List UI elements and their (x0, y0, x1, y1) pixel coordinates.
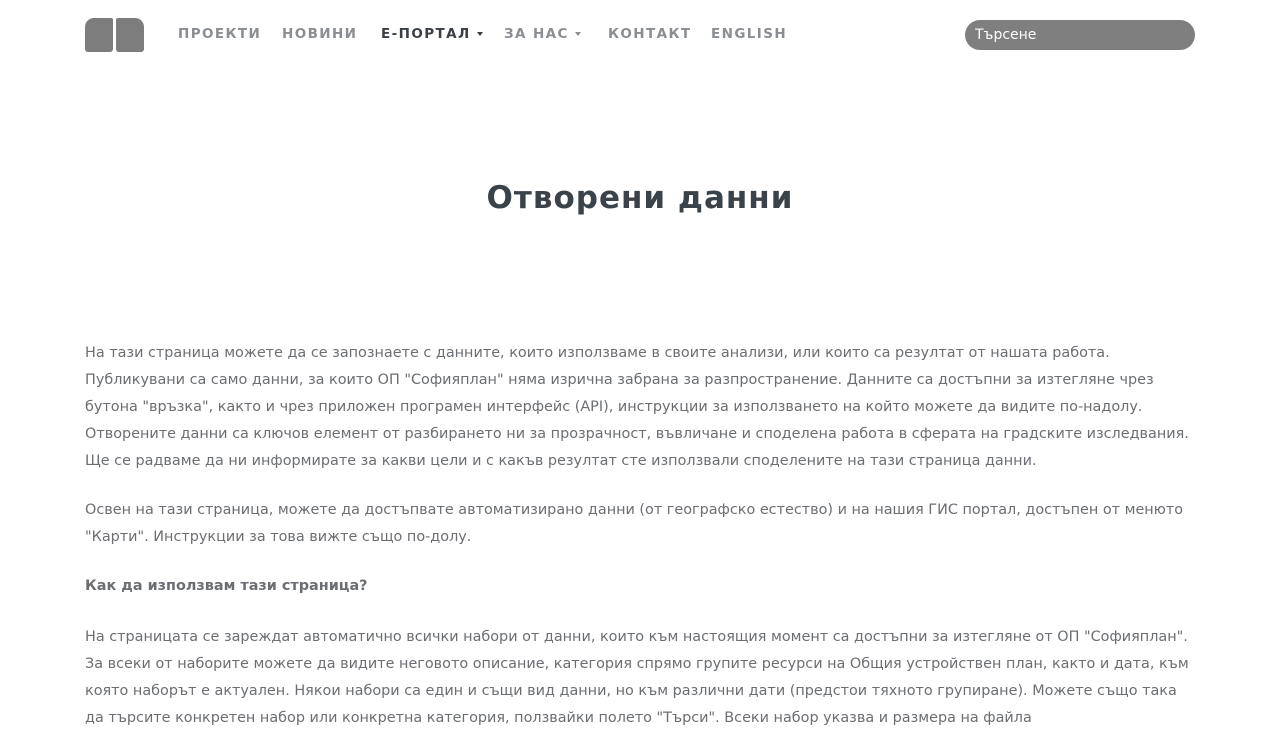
nav-item-label: КОНТАКТ (608, 26, 692, 42)
page-title: Отворени данни (486, 180, 794, 216)
nav-item-projects[interactable] (178, 26, 261, 42)
nav-item-label: ПРОЕКТИ (178, 26, 262, 42)
nav-item-label: НОВИНИ (282, 26, 358, 42)
nav-item-about[interactable] (504, 26, 581, 42)
nav-item-label: ENGLISH (711, 26, 788, 42)
nav-item-news[interactable] (282, 26, 357, 42)
caret-down-icon (575, 32, 581, 36)
caret-down-icon (477, 32, 483, 36)
nav-item-contact[interactable] (608, 26, 692, 42)
intro-paragraph: На тази страница можете да се запознаете с данните, които използваме в своите анализи, или които са резултат от нашата работа. Публикувани са само данни, за които ОП "Софияплан" няма изрична забрана за разпространение. Данните са достъпни за изтегляне чрез бутона "връзка", както и чрез приложен програмен интерфейс (API), инструкции за използването на който можете да видите по-надолу. Отворените данни са ключов елемент от разбирането ни за прозрачност, въвличане и споделена работа в сферата на градските изследвания. Ще се радваме да ни информирате за какви цели и с какъв резултат сте използвали споделените на тази страница данни. (85, 345, 1189, 469)
how-to-use-heading: Как да използвам тази страница? (85, 578, 368, 594)
nav-item-e-portal[interactable] (381, 26, 483, 42)
logo-left-block (85, 18, 113, 52)
sofiaplan-logo[interactable] (85, 18, 144, 52)
navbar (0, 0, 1280, 70)
nav-item-label: ЗА НАС (504, 26, 569, 42)
search-input[interactable] (965, 20, 1195, 50)
main-content (85, 340, 1190, 754)
logo-right-block (116, 18, 144, 52)
nav-item-label: Е-ПОРТАЛ (381, 26, 471, 42)
gis-portal-paragraph: Освен на тази страница, можете да достъпвате автоматизирано данни (от географско естество) и на нашия ГИС портал, достъпен от менюто "Карти". Инструкции за това вижте също по-долу. (85, 502, 1184, 545)
how-to-use-paragraph: На страницата се зареждат автоматично всички набори от данни, които към настоящия момент са достъпни за изтегляне от ОП "Софияплан". За всеки от наборите можете да видите неговото описание, категория спрямо групите ресурси на Общия устройствен план, както и дата, към която наборът е актуален. Някои набори са един и същи вид данни, но към различни дати (предстои тяхното групиране). Можете също така да търсите конкретен набор или конкретна категория, ползвайки полето "Търси". Всеки набор указва и размера на файла (85, 629, 1189, 726)
nav-item-english[interactable] (711, 26, 787, 42)
